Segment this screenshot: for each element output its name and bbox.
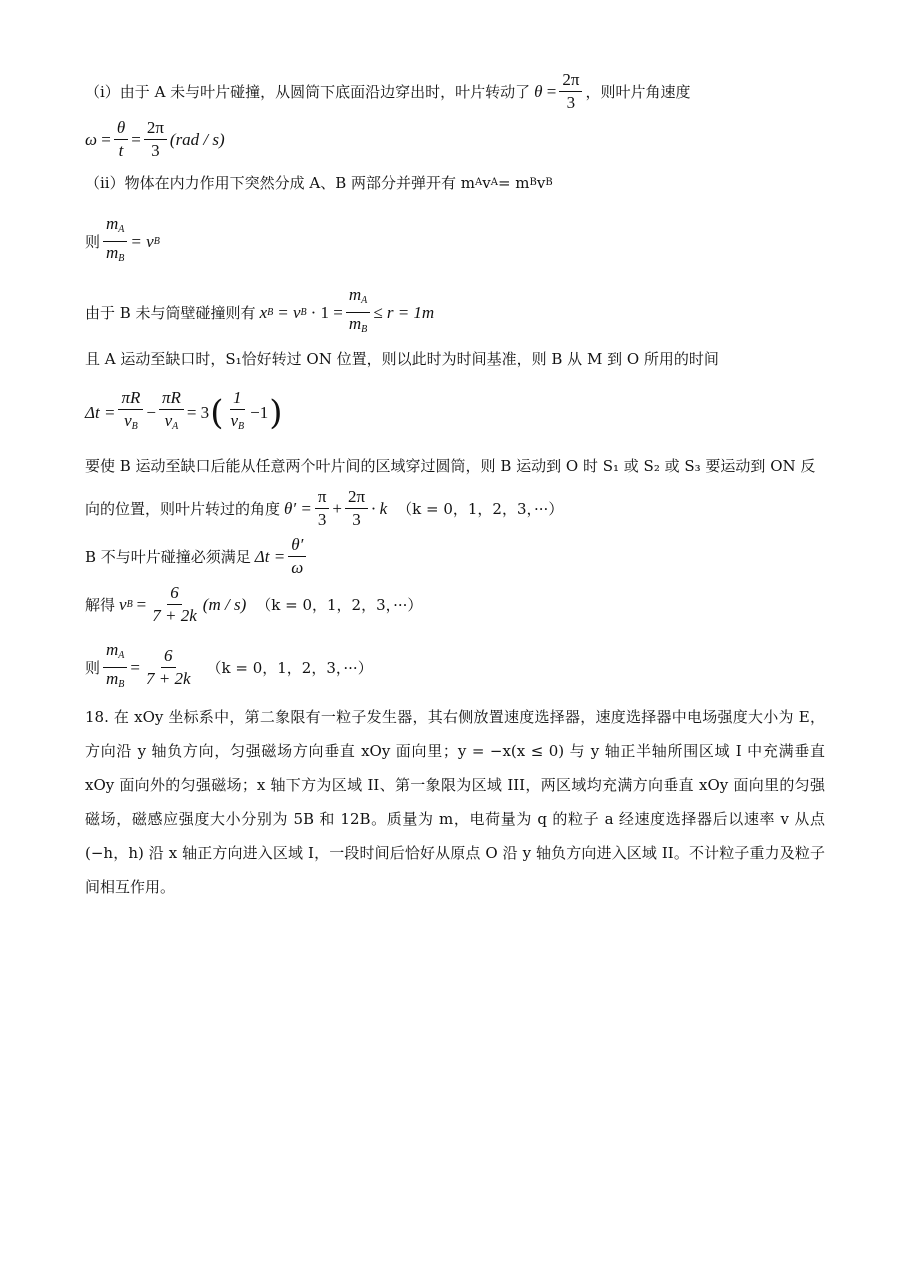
- question-18: 18. 在 xOy 坐标系中，第二象限有一粒子发生器，其右侧放置速度选择器，速度选择器中电场强度大小为 E，方向沿 y 轴负方向，匀强磁场方向垂直 xOy 面向里；y = −x(x ≤ 0) 与 y 轴正半轴所围区域 I 中充满垂直 xOy 面向外的匀强磁场；x 轴下方为区域 II、第一象限为区域 III，两区域均充满方向垂直 xOy 面向里的匀强磁场，磁感应强度大小分别为 5B 和 12B。质量为 m，电荷量为 q 的粒子 a 经速度选择器后以速率 v 从点 (−h，h) 沿 x 轴正方向进入区域 I，一段时间后恰好从原点 O 沿 y 轴负方向进入区域 II。不计粒子重力及粒子间相互作用。: [85, 708, 825, 896]
- delta-t-formula: Δt = $\frac{\pi R}{v_B}$ − $\frac{\pi R}{v_A}$ = 3 ( $\frac{1}{v_B}$ −1 ): [85, 388, 283, 433]
- solution-i-suffix: ，则叶片角速度: [585, 83, 691, 101]
- collision-condition: B 不与叶片碰撞必须满足 Δt = $\frac{\theta'}{\omega}$: [85, 535, 309, 578]
- theta-fraction: $\frac{2\pi}{3}$: [559, 70, 582, 113]
- solution-i-text: （i）由于 A 未与叶片碰撞，从圆筒下底面沿边穿出时，叶片转动了: [85, 83, 531, 101]
- paragraph-a: 且 A 运动至缺口时，S₁恰好转过 ON 位置，则以此时为时间基准，则 B 从 M 到 O 所用的时间: [85, 350, 719, 368]
- omega-formula: ω = $\frac{\theta}{t}$ = $\frac{2\pi}{3}$ (rad / s): [85, 118, 225, 160]
- vb-solution: 解得 v B = $\frac{6}{7 + 2k}$ (m / s) （k = 0，1，2，3，···）: [85, 583, 423, 625]
- paragraph-b1: 要使 B 运动至缺口后能从任意两个叶片间的区域穿过圆筒，则 B 运动到 O 时 S₁ 或 S₂ 或 S₃ 要运动到 ON 反: [85, 457, 816, 475]
- xb-formula: 由于 B 未与筒壁碰撞则有 x B = v B · 1 = $\frac{m_A}{m_B}$ ≤ r = 1m: [85, 285, 435, 335]
- theta-prime-formula: 向的位置，则叶片转过的角度 θ′ = $\frac{\pi}{3}$ + $\frac{2\pi}{3}$ · k （k = 0，1，2，3，···）: [85, 487, 564, 529]
- mass-ratio-result: 则 $\frac{m_A}{m_B}$ = $\frac{6}{7 + 2k}$ （k = 0，1，2，3，···）: [85, 640, 373, 690]
- solution-i-line: （i）由于 A 未与叶片碰撞，从圆筒下底面沿边穿出时，叶片转动了 θ = $\frac{2\pi}{3}$ ，则叶片角速度: [85, 70, 691, 112]
- solution-ii-line: （ii）物体在内力作用下突然分成 A、B 两部分并弹开有 m A v A = m B v B: [85, 173, 553, 192]
- mass-ratio-formula: 则 $\frac{m_A}{m_B}$ = v B: [85, 214, 160, 264]
